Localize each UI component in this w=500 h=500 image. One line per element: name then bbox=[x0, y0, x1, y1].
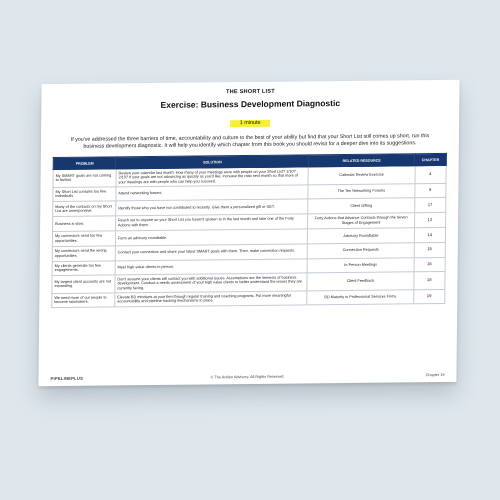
page-title: Exercise: Business Development Diagnostic bbox=[160, 98, 341, 110]
cell-related-resource: The Ten Networking Forums bbox=[308, 183, 414, 199]
cell-problem: Many of the contacts on my Short List are unresponsive. bbox=[53, 201, 116, 216]
cell-chapter: 18 bbox=[413, 272, 445, 289]
cell-solution: Attend networking forums. bbox=[116, 184, 309, 201]
cell-solution: Reach out to anyone on your Short List you haven't spoken to in the last month and take one of the Forty Actions with them. bbox=[115, 214, 308, 231]
cell-related-resource: Advisory Roundtable bbox=[308, 228, 414, 244]
cell-solution: Review your calendar last month. How many of your meetings were with people on your Short List? 1/10? 2/10? If your goals are not advancing as quickly as you'd like, increase the ratio next month so that more of your meetings are with people who can help you succeed. bbox=[116, 167, 309, 186]
cell-related-resource: Forty Actions that Advance Contacts through the Seven Stages of Engagement bbox=[308, 213, 414, 229]
document-page bbox=[38, 80, 459, 386]
header-solution: SOLUTION bbox=[116, 155, 309, 169]
cell-chapter: 16 bbox=[414, 257, 446, 272]
cell-solution: Form an advisory roundtable. bbox=[115, 229, 308, 246]
cell-chapter: 15 bbox=[414, 242, 446, 257]
cell-solution: Elevate BD mindsets at your firm through regular training and coaching programs. Put more meaningful accountability and pipeline tracking mechanisms in place. bbox=[115, 290, 308, 307]
intro-paragraph: If you've addressed the three barriers of time, accountability and culture to the best of your ability but find that your Short List still comes up short, run this business development diagnostic. It will help you identify which chapter from this book you should revisit for a deeper dive into its suggestions. bbox=[70, 133, 430, 150]
cell-related-resource: Client Gifting bbox=[308, 198, 414, 214]
cell-problem: My clients generate too few engagements. bbox=[52, 260, 115, 275]
page-footer bbox=[50, 373, 444, 381]
cell-chapter: 9 bbox=[414, 183, 446, 198]
cell-problem: We need more of our people to become rainmakers. bbox=[52, 292, 115, 307]
cell-related-resource: BD Maturity in Professional Services Firms bbox=[307, 289, 413, 305]
table-row bbox=[52, 289, 445, 308]
cell-problem: My Short List contains too few individuals. bbox=[53, 186, 116, 201]
cell-chapter: 13 bbox=[414, 213, 446, 228]
footer-copyright: © The Acklen Advisory. All Rights Reserved. bbox=[210, 374, 285, 380]
cell-chapter: 14 bbox=[414, 227, 446, 242]
header-related-resource: RELATED RESOURCE bbox=[309, 154, 415, 167]
cell-solution: Contact your connectors and share your latest SMART goals with them. Then, make connection requests. bbox=[115, 244, 308, 261]
cell-related-resource: Connection Requests bbox=[308, 243, 414, 259]
cell-related-resource: Client Feedback bbox=[307, 272, 413, 290]
cell-related-resource: Calendar Review Exercise bbox=[308, 166, 414, 184]
cell-chapter: 4 bbox=[415, 166, 447, 183]
cell-related-resource: In-Person Meetings bbox=[308, 257, 414, 273]
header-chapter: CHAPTER bbox=[415, 154, 447, 166]
duration-badge: 1 minute bbox=[230, 120, 271, 127]
cell-problem: Business is slow. bbox=[53, 216, 116, 231]
cell-problem: My largest client accounts are not expanding. bbox=[52, 275, 115, 293]
cell-problem: My connectors send too few opportunities. bbox=[52, 231, 115, 246]
cell-problem: My SMART goals are not coming to fruition. bbox=[53, 169, 116, 187]
cell-problem: My connectors send the wrong opportunities. bbox=[52, 246, 115, 261]
cell-chapter: 19 bbox=[413, 289, 445, 304]
footer-chapter: Chapter 19 bbox=[425, 372, 445, 378]
cell-chapter: 17 bbox=[414, 198, 446, 213]
cell-solution: Don't assume your clients will contact you with additional issues. Assumptions are the nemesis of business development. Conduct a needs assessment of your high value clients to better understand the issues they are currently facing. bbox=[115, 273, 308, 292]
cell-solution: Meet high-value clients in person. bbox=[115, 258, 308, 275]
cell-solution: Identify those who you have not contributed to recently. Give them a personalized gift or GET. bbox=[116, 199, 309, 216]
header-problem: PROBLEM bbox=[53, 157, 116, 170]
footer-logo: PIPELINEPLUS bbox=[50, 375, 84, 382]
brand-title: THE SHORT LIST bbox=[226, 88, 275, 96]
diagnostic-table bbox=[51, 153, 447, 308]
